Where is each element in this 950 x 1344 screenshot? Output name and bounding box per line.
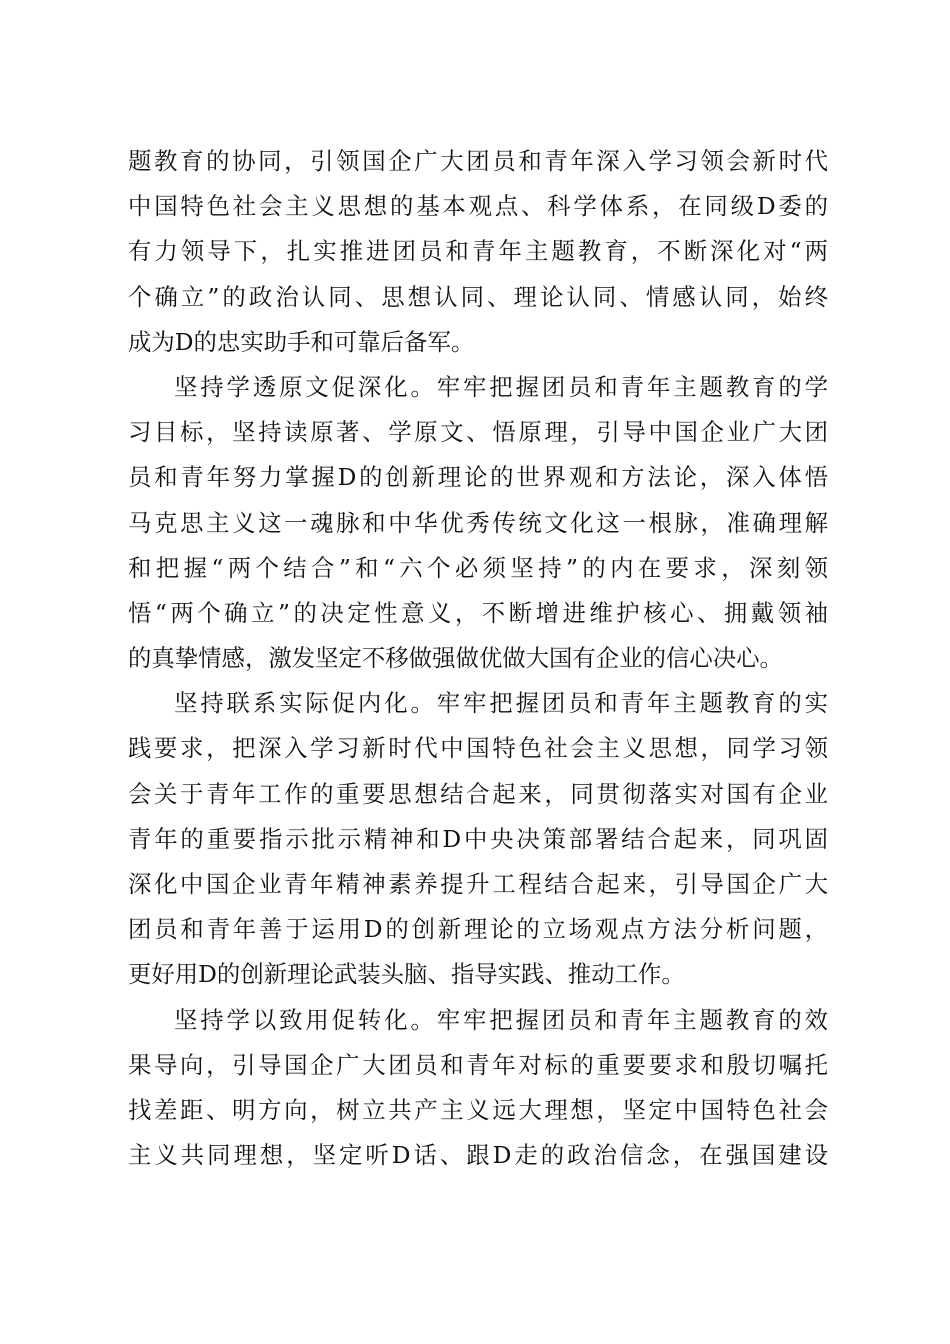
text-line: 更好用D的创新理论武装头脑、指导实践、推动工作。	[128, 960, 685, 989]
text-line: 成为D的忠实助手和可靠后备军。	[128, 327, 475, 356]
text-line: 团员和青年善于运用D的创新理论的立场观点方法分析问题，	[128, 915, 828, 944]
text-line: 马克思主义这一魂脉和中华优秀传统文化这一根脉，准确理解	[128, 508, 828, 537]
text-line: 个确立”的政治认同、思想认同、理论认同、情感认同，始终	[128, 282, 828, 311]
document-body	[128, 139, 828, 1178]
text-line: 中国特色社会主义思想的基本观点、科学体系，在同级D委的	[128, 192, 828, 221]
text-line: 和把握“两个结合”和“六个必须坚持”的内在要求，深刻领	[128, 553, 828, 582]
text-line: 题教育的协同，引领国企广大团员和青年深入学习领会新时代	[128, 147, 828, 175]
text-line: 习目标，坚持读原著、学原文、悟原理，引导中国企业广大团	[128, 418, 828, 447]
text-line: 践要求，把深入学习新时代中国特色社会主义思想，同学习领	[128, 734, 828, 763]
text-line: 会关于青年工作的重要思想结合起来，同贯彻落实对国有企业	[128, 779, 828, 808]
text-line: 主义共同理想，坚定听D话、跟D走的政治信念，在强国建设	[128, 1141, 828, 1170]
paragraph-heading-line: 坚持学透原文促深化。牢牢把握团员和青年主题教育的学	[174, 372, 828, 401]
text-line: 有力领导下，扎实推进团员和青年主题教育，不断深化对“两	[128, 237, 828, 266]
text-line: 找差距、明方向，树立共产主义远大理想，坚定中国特色社会	[128, 1095, 828, 1124]
text-line: 果导向，引导国企广大团员和青年对标的重要要求和殷切嘱托	[128, 1050, 828, 1079]
text-line: 青年的重要指示批示精神和D中央决策部署结合起来，同巩固	[128, 824, 828, 853]
text-line: 深化中国企业青年精神素养提升工程结合起来，引导国企广大	[128, 870, 828, 898]
text-line: 员和青年努力掌握D的创新理论的世界观和方法论，深入体悟	[128, 463, 828, 492]
paragraph-heading-line: 坚持学以致用促转化。牢牢把握团员和青年主题教育的效	[174, 1005, 828, 1034]
paragraph-heading-line: 坚持联系实际促内化。牢牢把握团员和青年主题教育的实	[174, 689, 828, 718]
text-line: 的真挚情感，激发坚定不移做强做优做大国有企业的信心决心。	[128, 644, 783, 673]
text-line: 悟“两个确立”的决定性意义，不断增进维护核心、拥戴领袖	[128, 598, 828, 627]
